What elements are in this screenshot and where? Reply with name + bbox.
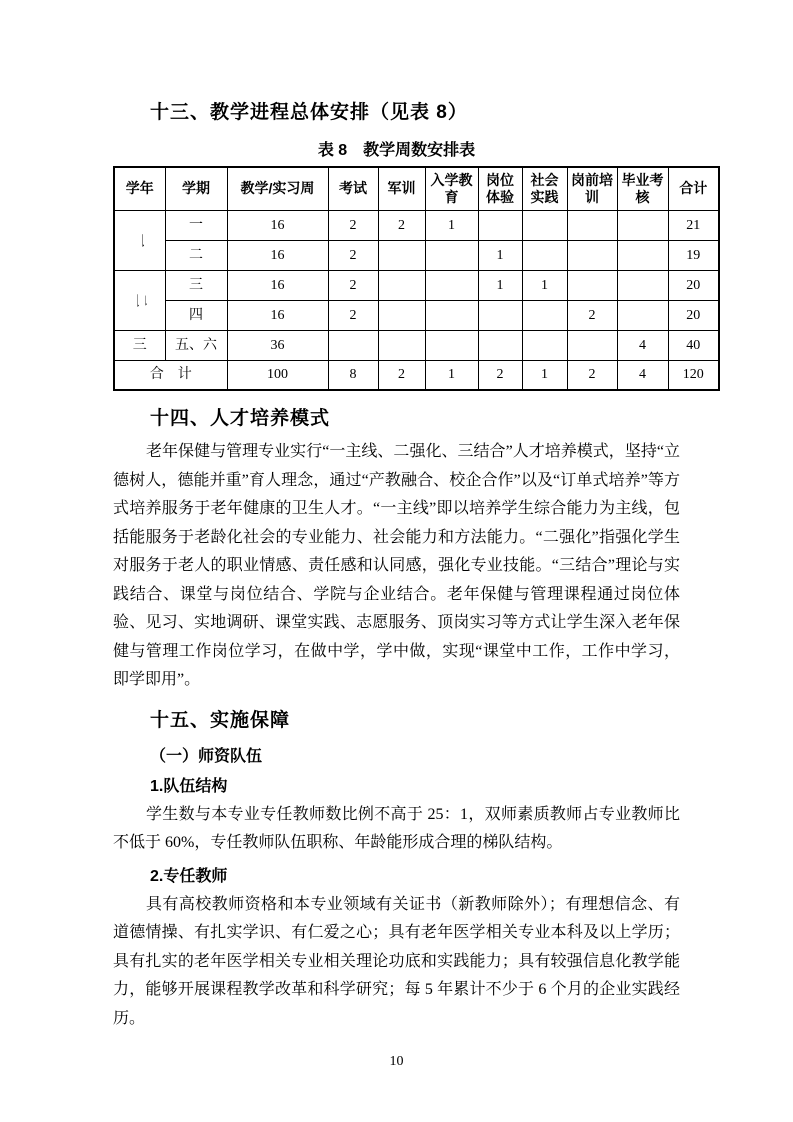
- table-cell: [425, 330, 478, 360]
- table-cell: 2: [328, 240, 378, 270]
- table-cell: 16: [227, 210, 328, 240]
- section13-heading: 十三、教学进程总体安排（见表 8）: [150, 102, 468, 123]
- table-cell: 20: [668, 300, 719, 330]
- table-cell: 2: [567, 360, 617, 390]
- year-cell: [114, 210, 165, 270]
- table-cell: [567, 270, 617, 300]
- table-cell: [378, 240, 425, 270]
- table-cell: [567, 240, 617, 270]
- term-cell: 二: [165, 240, 227, 270]
- column-header: 合计: [668, 167, 719, 210]
- table-cell: [425, 300, 478, 330]
- year-cell: 三: [114, 330, 165, 360]
- table-cell: [617, 300, 668, 330]
- table-cell: [425, 240, 478, 270]
- table-cell: 2: [328, 270, 378, 300]
- table-cell: 1: [478, 270, 522, 300]
- term-cell: 五、六: [165, 330, 227, 360]
- table-cell: [478, 330, 522, 360]
- term-cell: 一: [165, 210, 227, 240]
- table-cell: [617, 210, 668, 240]
- table-cell: 2: [567, 300, 617, 330]
- column-header: 考试: [328, 167, 378, 210]
- item1-paragraph: 学生数与本专业专任教师数比例不高于 25：1，双师素质教师占专业教师比不低于 60%，专任教师队伍职称、年龄能形成合理的梯队结构。: [113, 805, 680, 851]
- table-cell: 1: [522, 270, 567, 300]
- table-cell: 16: [227, 270, 328, 300]
- table-cell: [328, 330, 378, 360]
- table-cell: 2: [328, 210, 378, 240]
- table-total-row: [114, 360, 719, 390]
- section14-heading: 十四、人才培养模式: [150, 408, 331, 429]
- table-cell: 19: [668, 240, 719, 270]
- table-cell: [617, 240, 668, 270]
- table-cell: [478, 300, 522, 330]
- column-header: 岗位体验: [478, 167, 522, 210]
- table-cell: 20: [668, 270, 719, 300]
- year-label: 二: [132, 293, 148, 307]
- total-label-cell: 合 计: [114, 360, 227, 390]
- table-cell: 8: [328, 360, 378, 390]
- term-cell: 三: [165, 270, 227, 300]
- page-number: 10: [389, 1054, 404, 1069]
- item2-paragraph: 具有高校教师资格和本专业领域有关证书（新教师除外）；有理想信念、有道德情操、有扎实学识、有仁爱之心；具有老年医学相关专业本科及以上学历；具有扎实的老年医学相关专业相关理论功底和实践能力；具有较强信息化教学能力，能够开展课程教学改革和科学研究；每 5 年累计不少于 6 个月的企业实践经历。: [113, 895, 680, 1027]
- table-cell: 120: [668, 360, 719, 390]
- table-cell: [425, 270, 478, 300]
- column-header: 毕业考核: [617, 167, 668, 210]
- column-header: 学期: [165, 167, 227, 210]
- table-cell: 1: [425, 210, 478, 240]
- table-cell: [617, 270, 668, 300]
- table-cell: 1: [478, 240, 522, 270]
- table-cell: [567, 330, 617, 360]
- table-cell: [522, 240, 567, 270]
- table-cell: [522, 330, 567, 360]
- table-cell: [522, 300, 567, 330]
- table-cell: 1: [522, 360, 567, 390]
- table-cell: 16: [227, 240, 328, 270]
- table-cell: 4: [617, 360, 668, 390]
- table-cell: [478, 210, 522, 240]
- column-header: 军训: [378, 167, 425, 210]
- table-cell: [378, 330, 425, 360]
- table-row: [114, 330, 719, 360]
- column-header: 入学教育: [425, 167, 478, 210]
- table-cell: 2: [478, 360, 522, 390]
- teaching-weeks-table: [113, 166, 720, 391]
- table-cell: [378, 270, 425, 300]
- table-cell: 1: [425, 360, 478, 390]
- table-caption: 表 8 教学周数安排表: [317, 142, 476, 159]
- table-cell: 2: [328, 300, 378, 330]
- item2-heading: 2.专任教师: [150, 867, 228, 885]
- table-cell: 100: [227, 360, 328, 390]
- table-cell: 16: [227, 300, 328, 330]
- table-cell: 2: [378, 210, 425, 240]
- section15-heading: 十五、实施保障: [150, 709, 291, 731]
- table-cell: 4: [617, 330, 668, 360]
- subsection-heading-teachers: （一）师资队伍: [150, 747, 263, 765]
- table-cell: 21: [668, 210, 719, 240]
- item1-heading: 1.队伍结构: [150, 777, 228, 795]
- column-header: 岗前培训: [567, 167, 617, 210]
- term-cell: 四: [165, 300, 227, 330]
- table-cell: 40: [668, 330, 719, 360]
- table-cell: [378, 300, 425, 330]
- table-row: [114, 270, 719, 300]
- table-header-row: [114, 167, 719, 210]
- table-cell: [567, 210, 617, 240]
- table-cell: 2: [378, 360, 425, 390]
- table-row: [114, 300, 719, 330]
- year-label: 一: [132, 233, 148, 247]
- table-row: [114, 240, 719, 270]
- table-cell: 36: [227, 330, 328, 360]
- column-header: 社会实践: [522, 167, 567, 210]
- column-header: 学年: [114, 167, 165, 210]
- column-header: 教学/实习周: [227, 167, 328, 210]
- table-cell: [522, 210, 567, 240]
- table-row: [114, 210, 719, 240]
- section14-paragraph: 老年保健与管理专业实行“一主线、二强化、三结合”人才培养模式，坚持“立德树人，德能并重”育人理念，通过“产教融合、校企合作”以及“订单式培养”等方式培养服务于老年健康的卫生人才。“一主线”即以培养学生综合能力为主线，包括能服务于老龄化社会的专业能力、社会能力和方法能力。“二强化”指强化学生对服务于老人的职业情感、责任感和认同感，强化专业技能。“三结合”理论与实践结合、课堂与岗位结合、学院与企业结合。老年保健与管理课程通过岗位体验、见习、实地调研、课堂实践、志愿服务、顶岗实习等方式让学生深入老年保健与管理工作岗位学习，在做中学，学中做，实现“课堂中工作，工作中学习，即学即用”。: [113, 443, 680, 688]
- year-cell: [114, 270, 165, 330]
